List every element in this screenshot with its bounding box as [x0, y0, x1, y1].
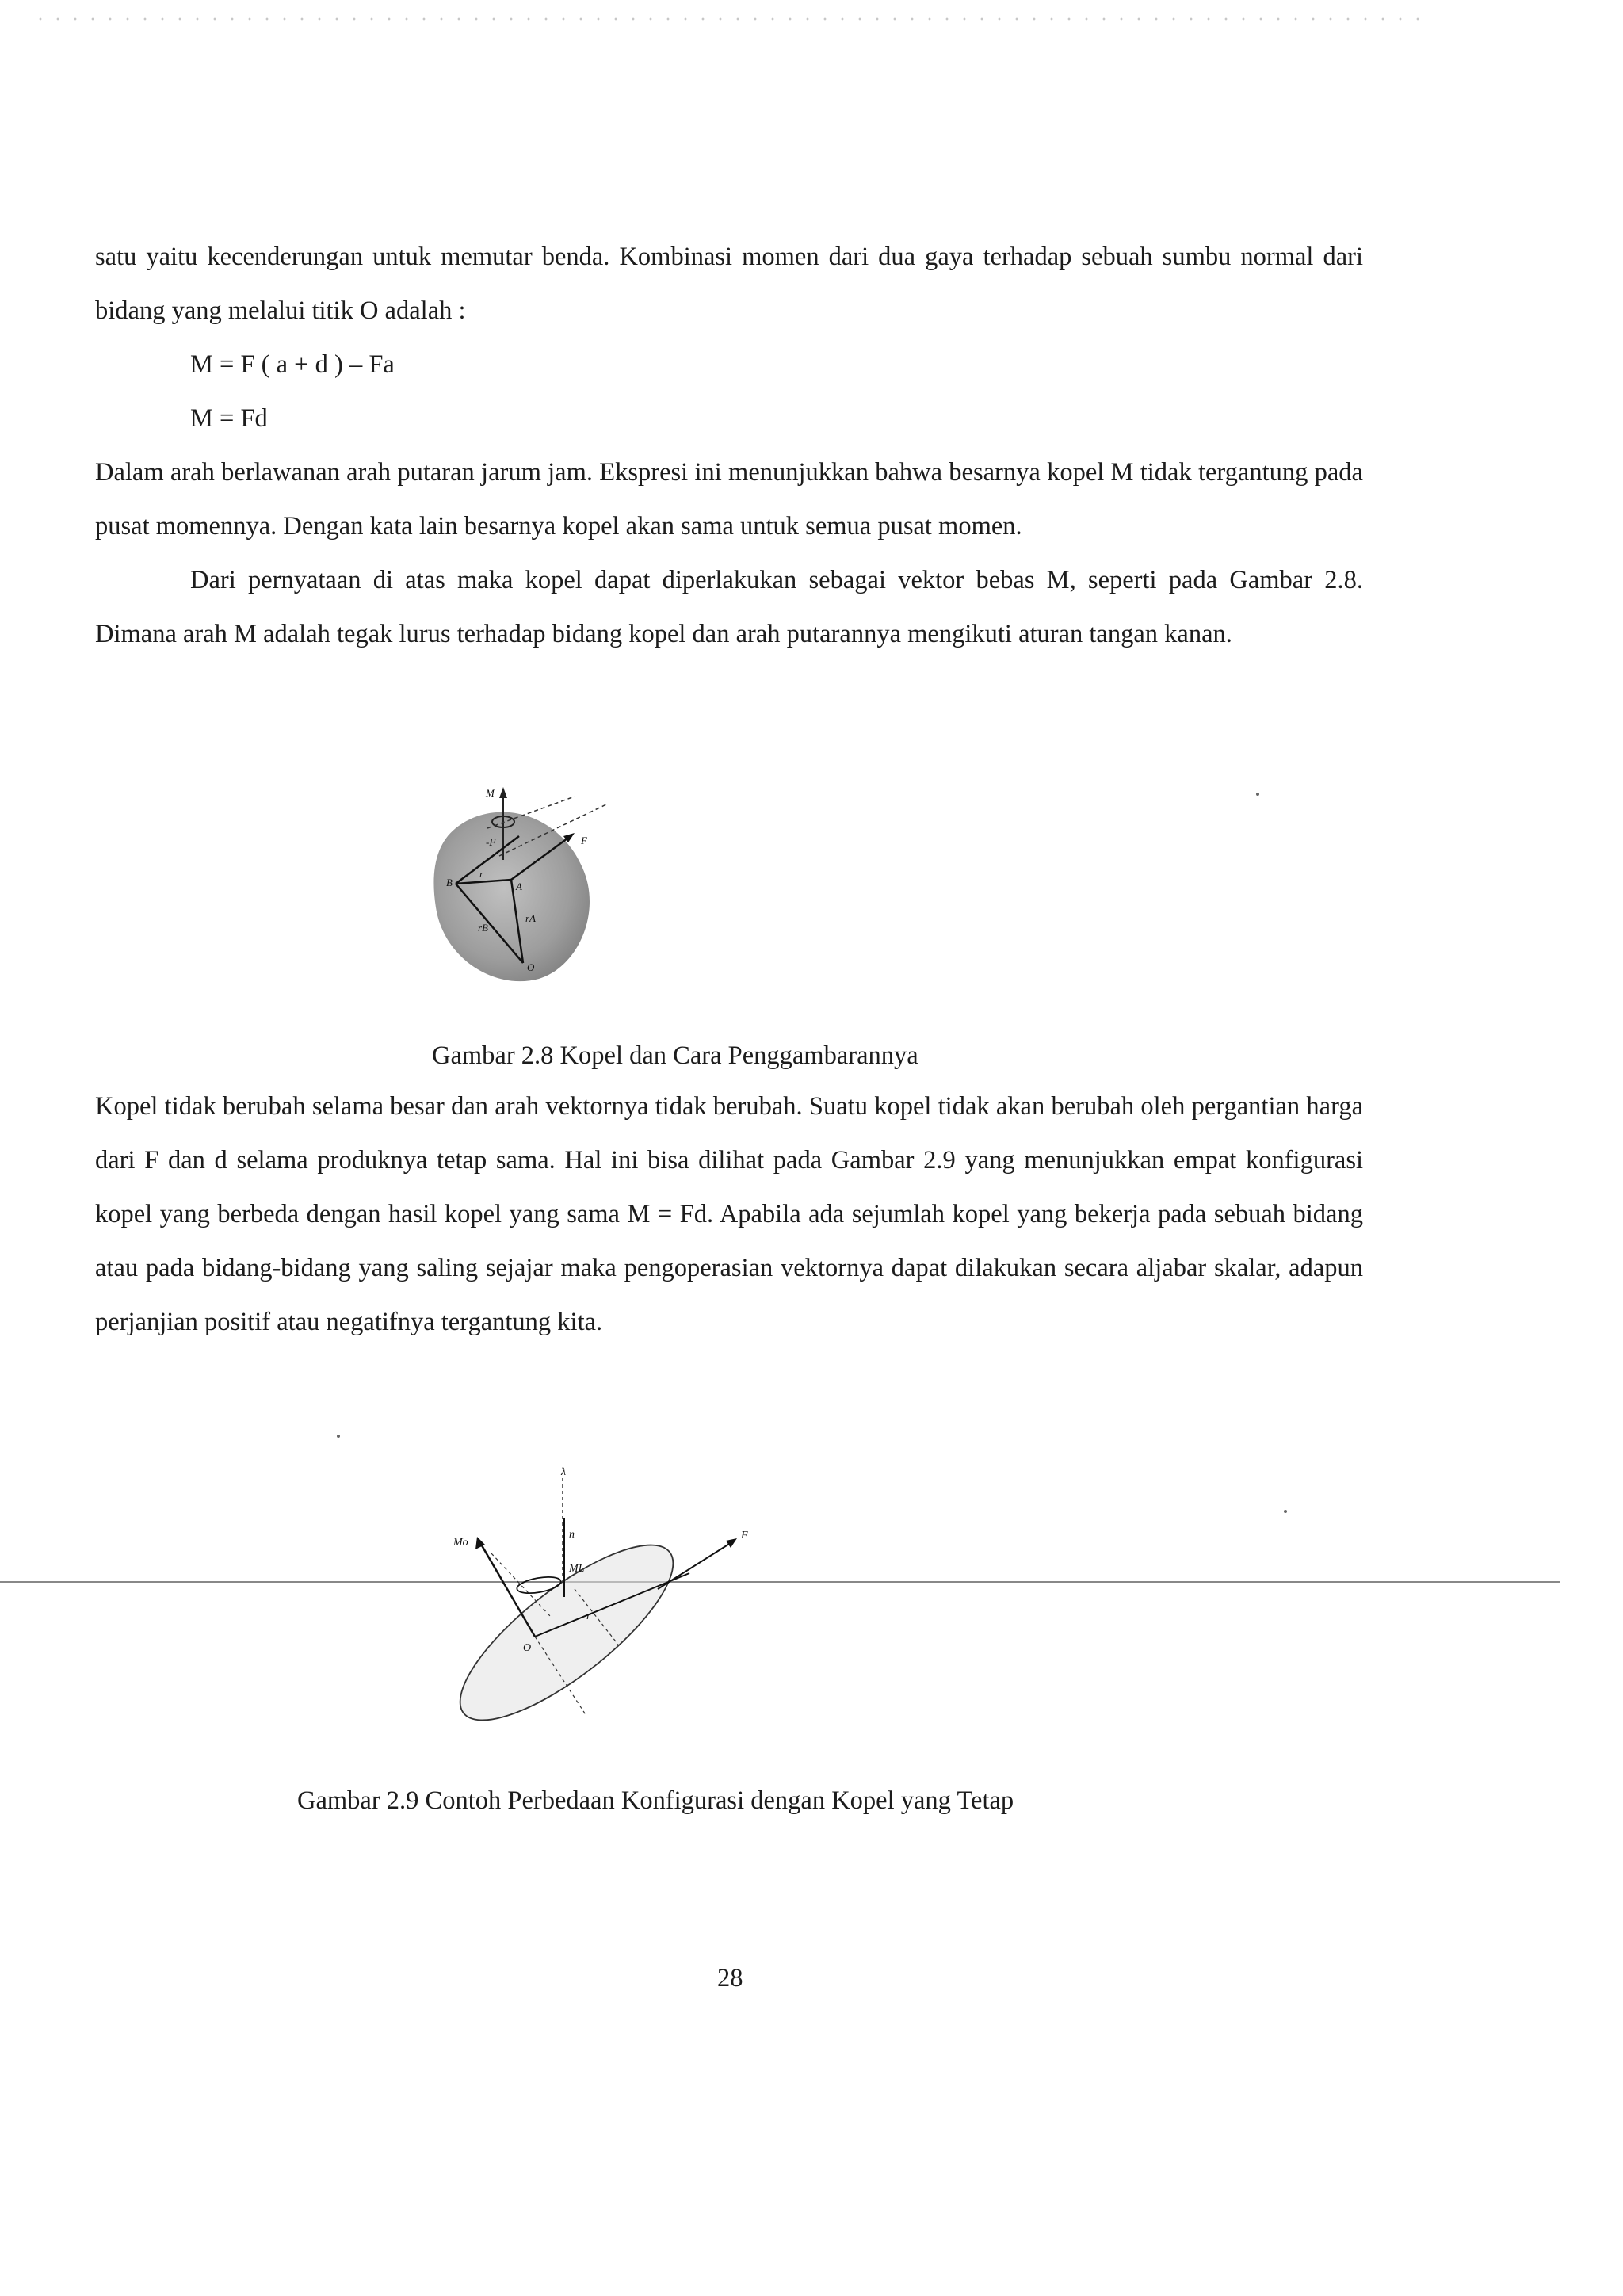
label-A: A [516, 881, 522, 892]
label-negF: -F [486, 836, 496, 848]
scan-noise-top [32, 11, 1419, 27]
label-n: n [569, 1529, 575, 1541]
paragraph-3: Dari pernyataan di atas maka kopel dapat diperlakukan sebagai vektor bebas M, seperti pada Gambar 2.8. Dimana arah M adalah tegak lurus terhadap bidang kopel dan arah putarannya mengikuti aturan tangan kanan. [95, 566, 1363, 648]
label-rB: rB [478, 922, 488, 934]
label-F: F [741, 1530, 748, 1541]
scan-speck [337, 1435, 340, 1438]
equation-1: M = F ( a + d ) – Fa [190, 350, 395, 379]
label-ML: ML [569, 1563, 585, 1575]
figure-2-9-couple-configurations [420, 1462, 769, 1724]
label-O: O [527, 961, 535, 973]
label-B: B [446, 877, 453, 888]
figure-2-8-caption: Gambar 2.8 Kopel dan Cara Penggambarannya [432, 1041, 918, 1070]
page-number: 28 [717, 1964, 743, 1992]
moment-arrow-head [499, 787, 507, 798]
figure-2-8-couple-diagram [400, 781, 685, 1010]
paragraph-2: Dalam arah berlawanan arah putaran jarum jam. Ekspresi ini menunjukkan bahwa besarnya kopel M tidak tergantung pada pusat momennya. Dengan kata lain besarnya kopel akan sama untuk semua pusat momen. [95, 458, 1363, 541]
scan-speck [1256, 793, 1259, 796]
label-M: M [486, 787, 495, 799]
label-rA: rA [525, 912, 536, 924]
label-F: F [581, 835, 587, 846]
scan-speck [1284, 1510, 1287, 1513]
label-O: O [523, 1642, 532, 1654]
force-arrow-head [726, 1538, 737, 1548]
label-r: r [479, 868, 484, 880]
page-body [95, 230, 1363, 661]
label-Mo: Mo [453, 1537, 468, 1549]
paragraph-block-2 [95, 1079, 1363, 1349]
figure-2-9-caption: Gambar 2.9 Contoh Perbedaan Konfigurasi dengan Kopel yang Tetap [297, 1786, 1014, 1815]
equation-2: M = Fd [190, 404, 268, 433]
scan-horizontal-line [0, 1581, 1560, 1583]
paragraph-1: satu yaitu kecenderungan untuk memutar benda. Kombinasi momen dari dua gaya terhadap sebuah sumbu normal dari bidang yang melalui titik O adalah : [95, 243, 1363, 325]
label-lambda: λ [561, 1466, 567, 1478]
label-r: r [586, 1610, 591, 1622]
paragraph-4: Kopel tidak berubah selama besar dan arah vektornya tidak berubah. Suatu kopel tidak akan berubah oleh pergantian harga dari F dan d selama produknya tetap sama. Hal ini bisa dilihat pada Gambar 2.9 yang menunjukkan empat konfigurasi kopel yang berbeda dengan hasil kopel yang sama M = Fd. Apabila ada sejumlah kopel yang bekerja pada sebuah bidang atau pada bidang-bidang yang saling sejajar maka pengoperasian vektornya dapat dilakukan secara aljabar skalar, adapun perjanjian positif atau negatifnya tergantung kita. [95, 1092, 1363, 1336]
Mo-vector [479, 1541, 535, 1637]
